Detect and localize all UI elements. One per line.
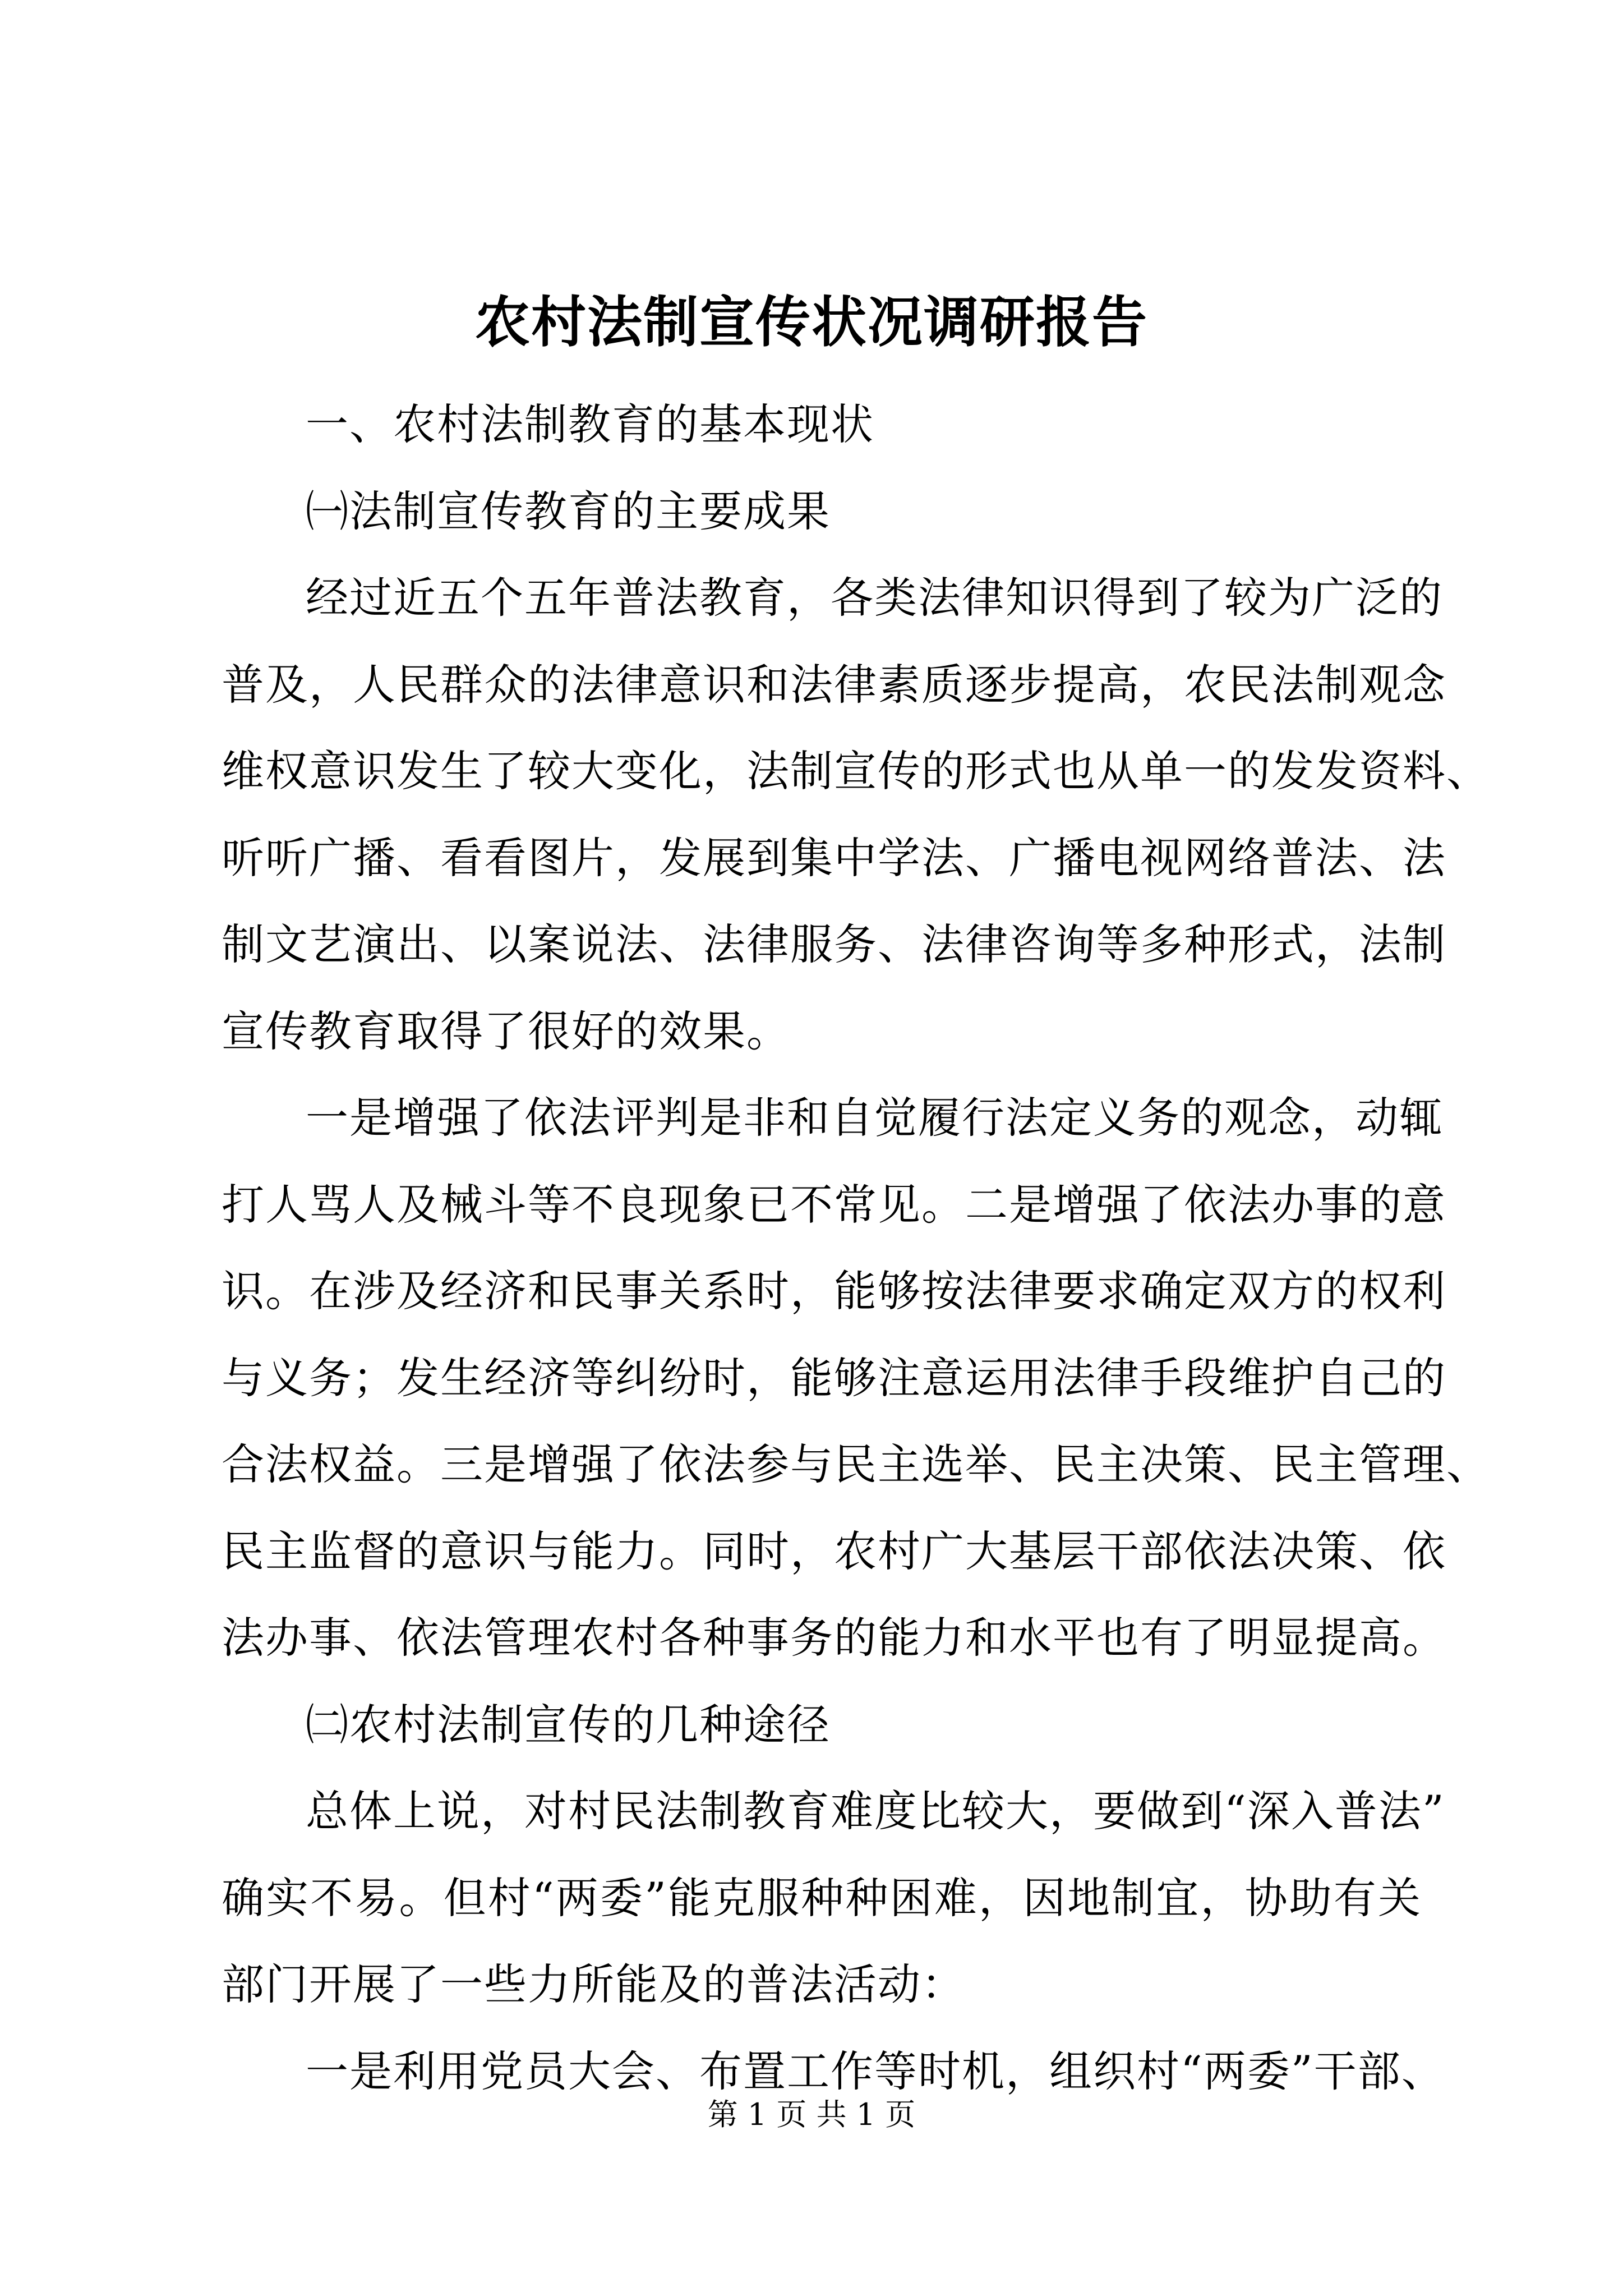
text-line: 制文艺演出、以案说法、法律服务、法律咨询等多种形式，法制: [222, 919, 1446, 969]
text-line: 维权意识发生了较大变化，法制宣传的形式也从单一的发发资料、: [222, 746, 1490, 796]
text-line: ㈡农村法制宣传的几种途径: [306, 1699, 831, 1750]
text-line: 宣传教育取得了很好的效果。: [222, 1006, 790, 1056]
text-line: 一、农村法制教育的基本现状: [306, 399, 874, 449]
text-line: 一是利用党员大会、布置工作等时机，组织村“两委”干部、: [306, 2046, 1445, 2096]
text-line: 经过近五个五年普法教育，各类法律知识得到了较为广泛的: [306, 573, 1443, 623]
text-line: 一是增强了依法评判是非和自觉履行法定义务的观念，动辄: [306, 1093, 1443, 1143]
page-footer: 第 1 页 共 1 页: [707, 2097, 916, 2132]
text-line: 合法权益。三是增强了依法参与民主选举、民主决策、民主管理、: [222, 1439, 1490, 1489]
text-line: 部门开展了一些力所能及的普法活动：: [222, 1959, 965, 2009]
text-line: 听听广播、看看图片，发展到集中学法、广播电视网络普法、法: [222, 832, 1446, 883]
text-line: 确实不易。但村“两委”能克服种种困难，因地制宜，协助有关: [222, 1872, 1422, 1923]
text-line: 识。在涉及经济和民事关系时，能够按法律要求确定双方的权利: [222, 1266, 1446, 1316]
text-line: 法办事、依法管理农村各种事务的能力和水平也有了明显提高。: [222, 1613, 1446, 1663]
text-line: ㈠法制宣传教育的主要成果: [306, 486, 831, 536]
text-line: 与义务；发生经济等纠纷时，能够注意运用法律手段维护自己的: [222, 1352, 1446, 1403]
document-body: [222, 381, 1490, 2115]
text-line: 民主监督的意识与能力。同时，农村广大基层干部依法决策、依: [222, 1526, 1446, 1576]
text-line: 普及，人民群众的法律意识和法律素质逐步提高，农民法制观念: [222, 659, 1446, 710]
text-line: 打人骂人及械斗等不良现象已不常见。二是增强了依法办事的意: [222, 1179, 1446, 1230]
document-title: 农村法制宣传状况调研报告: [474, 290, 1148, 355]
text-line: 总体上说，对村民法制教育难度比较大，要做到“深入普法”: [306, 1786, 1445, 1836]
